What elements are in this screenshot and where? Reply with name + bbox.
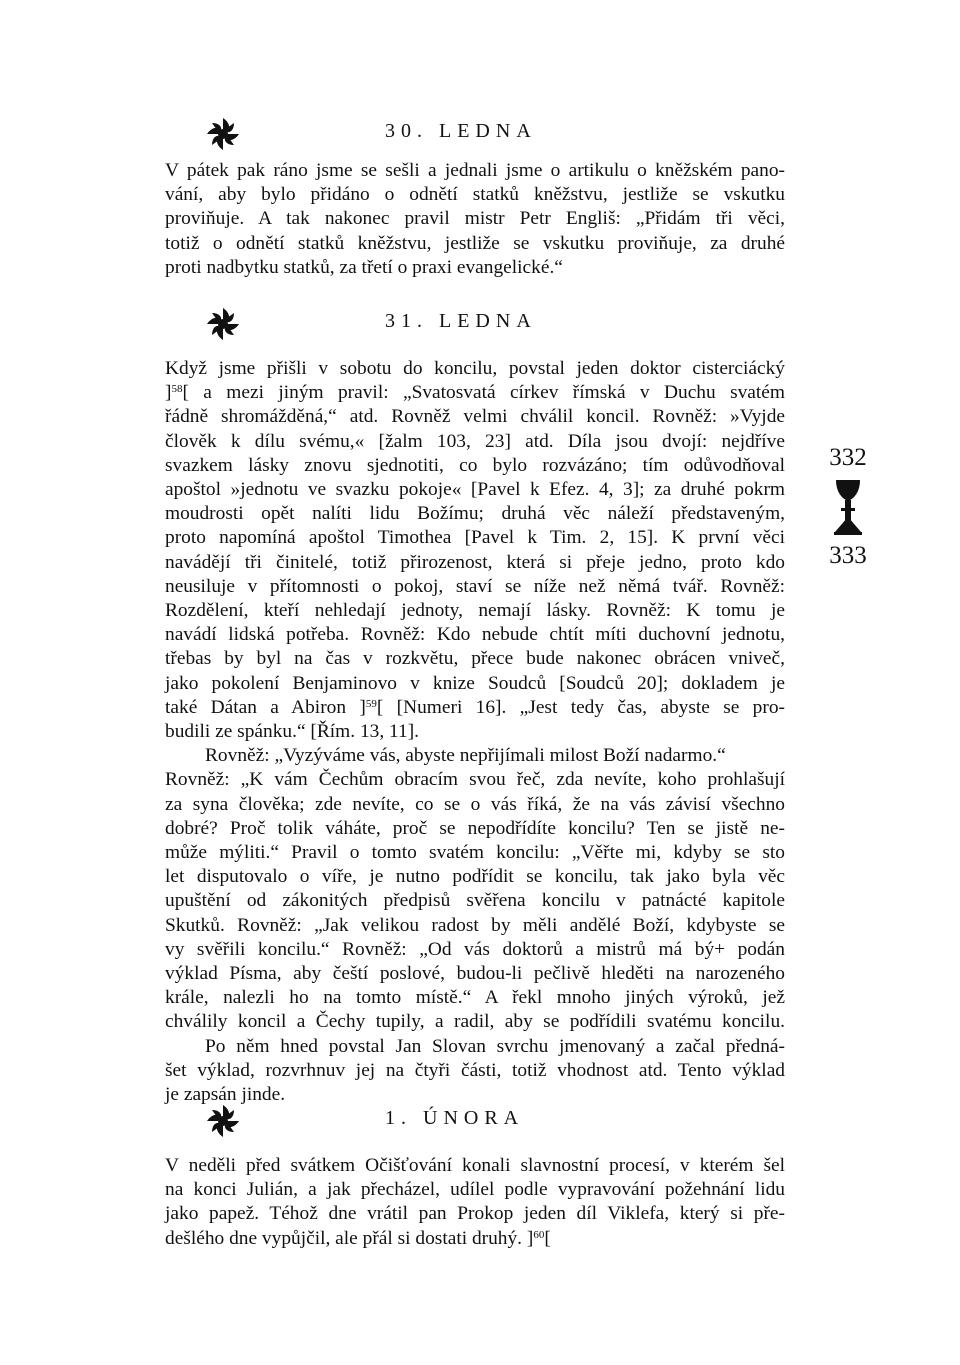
text-line: totiž o odnětí statků kněžstvu, jestliže se vskutku proviňuje, za druhé <box>165 232 785 254</box>
text-line: chválily koncil a Čechy tupily, a radil, aby se podřídili svatému koncilu. <box>165 1011 785 1033</box>
text-line: také Dátan a Abiron ]$^{59}$[ [Numeri 16]. „Jest tedy čas, abyste se pro- <box>165 696 785 718</box>
text-line: šet výklad, rozvrhnuv jej na čtyři části, totiž vhodnost atd. Tento výklad <box>165 1059 785 1081</box>
text-line: krále, nalezli ho na tomto místě.“ A řekl mnoho jiných výroků, jež <box>165 987 785 1009</box>
text-line: ]$^{58}$[ a mezi jiným pravil: „Svatosvatá církev římská v Duchu svatém <box>165 382 785 404</box>
text-line: za syna člověka; zde nevíte, co se o vás říká, že na vás závisí všechno <box>165 793 785 815</box>
text-line: upuštění od zákonitých předpisů svěřena koncilu v patnácté kapitole <box>165 890 785 912</box>
text-line: V pátek pak ráno jsme se sešli a jednali jsme o artikulu o kněžském pano- <box>165 160 785 181</box>
text-line: na konci Julián, a jak přecházel, udílel podle vypravování požehnání lidu <box>165 1179 785 1201</box>
text-line: vání, aby bylo přidáno o odnětí statků kněžstvu, jestliže se vskutku <box>165 184 785 206</box>
text-line: apoštol »jednotu ve svazku pokoje« [Pavel k Efez. 4, 3]; za druhé pokrm <box>165 479 785 501</box>
paragraph-1-unora <box>165 1154 785 1251</box>
text-line: moudrosti opět nalíti lidu Božímu; druhá věc náleží představeným, <box>165 503 785 525</box>
text-line: neusiluje v přítomnosti o pokoj, staví se níže než němá tvář. Rovněž: <box>165 575 785 597</box>
text-line: proviňuje. A tak nakonec pravil mistr Petr Engliš: „Přidám tři věci, <box>165 208 785 230</box>
section-title: 31. LEDNA <box>385 310 537 332</box>
heading-1-unora <box>165 1103 785 1143</box>
page-number-top: 332 <box>829 444 867 471</box>
text-line: výklad Písma, aby čeští poslové, budou-li pečlivě hleděti na narozeného <box>165 963 785 985</box>
text-line: let disputovalo o víře, je nutno podřídit se koncilu, tak jako byla věc <box>165 866 785 888</box>
text-line: jako pokolení Benjaminovo v knize Soudců [Soudců 20]; dokladem je <box>165 672 785 694</box>
page-number-bottom: 333 <box>829 542 867 569</box>
text-line: proti nadbytku statků, za třetí o praxi evangelické.“ <box>165 256 563 278</box>
text-line: Rovněž: „Vyzýváme vás, abyste nepřijímali milost Boží nadarmo.“ <box>205 745 726 767</box>
text-line: navádějí tři činitelé, totiž přirozenost, která si přeje jedno, proto kdo <box>165 551 785 573</box>
text-line: vy svěřili koncilu.“ Rovněž: „Od vás doktorů a mistrů má bý+ podán <box>165 938 785 960</box>
text-line: člověk k dílu svému,« [žalm 103, 23] atd. Díla jsou dvojí: nejdříve <box>165 430 785 452</box>
section-title: 1. ÚNORA <box>385 1107 525 1129</box>
text-line: třebas by byl na čas v rozkvětu, přece bude nakonec obrácen vniveč, <box>165 648 785 670</box>
text-line: Rozdělení, kteří nehledají jednoty, nemají lásky. Rovněž: K tomu je <box>165 600 785 622</box>
text-line: Po něm hned povstal Jan Slovan svrchu jmenovaný a začal předná- <box>205 1035 785 1057</box>
text-line: navádí lidská potřeba. Rovněž: Kdo nebude chtít míti duchovní jednotu, <box>165 624 785 646</box>
text-line: může mýliti.“ Pravil o tomto svatém koncilu: „Věřte mi, kdyby se sto <box>165 842 785 864</box>
text-line: dobré? Proč tolik váháte, proč se nepodřídíte koncilu? Ten se jistě ne- <box>165 817 785 839</box>
rosette-icon <box>205 1103 241 1139</box>
heading-30-ledna <box>165 116 785 156</box>
rosette-icon <box>205 306 241 342</box>
text-line: V neděli před svátkem Očišťování konali slavnostní procesí, v kterém šel <box>165 1155 785 1176</box>
text-line: řádně shromážděná,“ atd. Rovněž velmi chválil koncil. Rovněž: »Vyjde <box>165 406 785 428</box>
paragraph-30-ledna <box>165 159 785 280</box>
text-line: Když jsme přišli v sobotu do koncilu, povstal jeden doktor cisterciácký <box>165 358 785 379</box>
text-line: svazkem lásky znovu sjednotiti, co bylo rozvázáno; tím odůvodňoval <box>165 454 785 476</box>
text-line: budili ze spánku.“ [Řím. 13, 11]. <box>165 721 420 743</box>
text-line: proto napomíná apoštol Timothea [Pavel k Tim. 2, 15]. K první věci <box>165 527 785 549</box>
text-line: dešlého dne vypůjčil, ale přál si dostati druhý. ]$^{60}$[ <box>165 1227 551 1249</box>
chalice-icon <box>833 478 863 536</box>
paragraph-31-ledna <box>165 357 785 1107</box>
text-line: jako papež. Téhož dne vrátil pan Prokop jeden díl Viklefa, který si pře- <box>165 1203 785 1225</box>
margin-page-markers <box>818 444 878 570</box>
rosette-icon <box>205 116 241 152</box>
text-line: Skutků. Rovněž: „Jak velikou radost by měli andělé Boží, kdybyste se <box>165 914 785 936</box>
section-title: 30. LEDNA <box>385 120 537 142</box>
text-line: Rovněž: „K vám Čechům obracím svou řeč, zda nevíte, koho prohlašují <box>165 769 785 791</box>
heading-31-ledna <box>165 306 785 346</box>
text-line: je zapsán jinde. <box>165 1084 286 1106</box>
